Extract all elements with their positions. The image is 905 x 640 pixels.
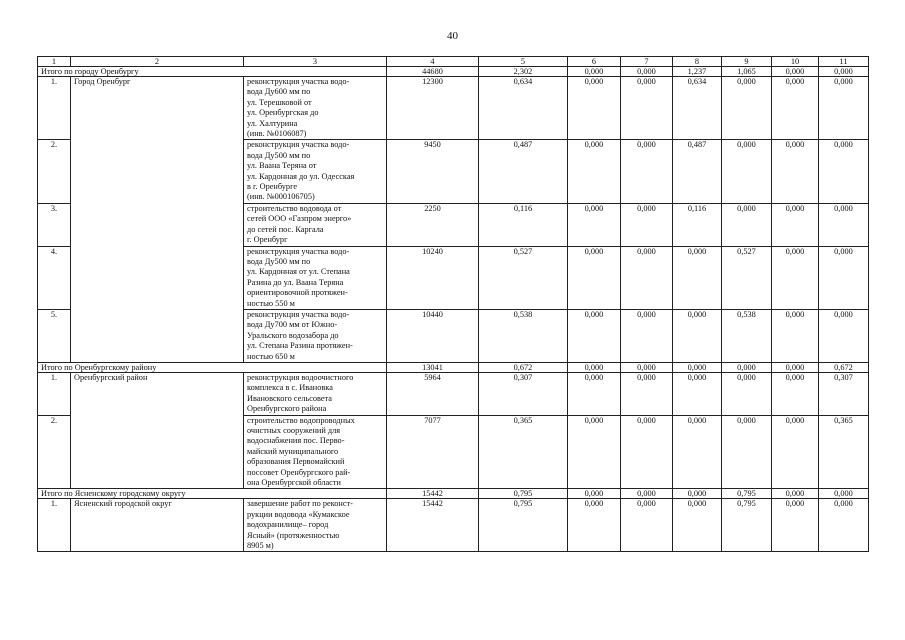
year-value: 0,000 xyxy=(772,372,819,415)
column-number: 3 xyxy=(244,57,387,67)
year-value: 0,672 xyxy=(819,362,869,372)
description-line: строительство водовода от xyxy=(247,203,342,213)
row-number: 2. xyxy=(38,140,71,203)
investment-table xyxy=(37,56,869,552)
cost-value: 13041 xyxy=(387,362,479,372)
description-line: ул. Халтурина xyxy=(247,118,298,128)
column-number: 2 xyxy=(71,57,244,67)
year-value: 0,000 xyxy=(568,499,621,552)
description-line: г. Оренбург xyxy=(247,235,288,245)
column-number-row xyxy=(38,57,869,67)
description-line: реконструкция участка водо- xyxy=(247,246,350,256)
column-number: 11 xyxy=(819,57,869,67)
cost-value: 2250 xyxy=(387,203,479,246)
year-value: 0,000 xyxy=(621,203,673,246)
year-value: 0,000 xyxy=(722,203,772,246)
description-line: Уральского водозабора до xyxy=(247,330,339,340)
year-value: 0,000 xyxy=(568,372,621,415)
description-line: вода Ду600 мм по xyxy=(247,87,311,97)
year-value: 0,000 xyxy=(772,77,819,140)
description-line: вода Ду500 мм по xyxy=(247,256,311,266)
cost-value: 9450 xyxy=(387,140,479,203)
share-value: 0,307 xyxy=(479,372,568,415)
year-value: 0,795 xyxy=(722,499,772,552)
description-line: вода Ду500 мм по xyxy=(247,150,311,160)
year-value: 0,000 xyxy=(819,309,869,362)
share-value: 0,672 xyxy=(479,362,568,372)
description-line: комплекса в с. Ивановка xyxy=(247,383,333,393)
share-value: 0,365 xyxy=(479,415,568,489)
description-line: Ясный» (протяженностью xyxy=(247,530,340,540)
description-line: майский муниципального xyxy=(247,446,339,456)
year-value: 0,000 xyxy=(621,372,673,415)
table-row xyxy=(38,499,869,552)
year-value: 0,000 xyxy=(621,77,673,140)
year-value: 0,000 xyxy=(621,67,673,77)
description-line: (инв. №0106087) xyxy=(247,129,307,139)
table-body xyxy=(38,57,869,552)
year-value: 0,000 xyxy=(621,415,673,489)
year-value: 0,000 xyxy=(772,362,819,372)
description-line: рукции водовода «Кумакское xyxy=(247,509,350,519)
description-line: водохранилище– город xyxy=(247,520,329,530)
cost-value: 12300 xyxy=(387,77,479,140)
description-line: очистных сооружений для xyxy=(247,426,341,435)
project-description xyxy=(244,203,387,246)
year-value: 0,000 xyxy=(621,309,673,362)
year-value: 0,000 xyxy=(673,246,722,309)
row-number: 2. xyxy=(38,415,71,489)
description-line: в г. Оренбурге xyxy=(247,182,298,192)
year-value: 0,000 xyxy=(673,372,722,415)
column-number: 8 xyxy=(673,57,722,67)
description-line: она Оренбургской области xyxy=(247,478,341,488)
share-value: 0,527 xyxy=(479,246,568,309)
share-value: 0,795 xyxy=(479,489,568,499)
description-line: ориентировочной протяжен- xyxy=(247,288,348,298)
year-value: 1,065 xyxy=(722,67,772,77)
project-description xyxy=(244,499,387,552)
project-description xyxy=(244,77,387,140)
share-value: 2,302 xyxy=(479,67,568,77)
total-label: Итого по Ясненскому городскому округу xyxy=(38,489,387,499)
description-line: сетей ООО «Газпром энерго» xyxy=(247,214,352,224)
description-line: реконструкция участка водо- xyxy=(247,309,350,319)
year-value: 0,000 xyxy=(568,67,621,77)
description-line: реконструкция водоочистного xyxy=(247,372,354,382)
description-line: (инв. №000106705) xyxy=(247,192,315,202)
year-value: 0,000 xyxy=(819,77,869,140)
year-value: 0,538 xyxy=(722,309,772,362)
row-number: 5. xyxy=(38,309,71,362)
year-value: 0,000 xyxy=(772,140,819,203)
year-value: 0,000 xyxy=(819,203,869,246)
year-value: 0,000 xyxy=(772,415,819,489)
year-value: 0,000 xyxy=(673,309,722,362)
year-value: 0,000 xyxy=(819,246,869,309)
year-value: 0,000 xyxy=(673,415,722,489)
table-row xyxy=(38,372,869,415)
year-value: 0,000 xyxy=(772,246,819,309)
row-number: 1. xyxy=(38,77,71,140)
year-value: 0,487 xyxy=(673,140,722,203)
share-value: 0,116 xyxy=(479,203,568,246)
share-value: 0,538 xyxy=(479,309,568,362)
description-line: поссовет Оренбургского рай- xyxy=(247,467,351,477)
description-line: ностью 650 м xyxy=(247,351,295,361)
table-row xyxy=(38,77,869,140)
project-description xyxy=(244,372,387,415)
description-line: ул. Степана Разина протяжен- xyxy=(247,341,353,351)
year-value: 0,000 xyxy=(568,415,621,489)
project-description xyxy=(244,140,387,203)
year-value: 0,527 xyxy=(722,246,772,309)
total-row xyxy=(38,362,869,372)
year-value: 0,000 xyxy=(722,140,772,203)
year-value: 0,634 xyxy=(673,77,722,140)
year-value: 0,365 xyxy=(819,415,869,489)
description-line: 8905 м) xyxy=(247,541,274,551)
project-description xyxy=(244,309,387,362)
column-number: 4 xyxy=(387,57,479,67)
description-line: вода Ду700 мм от Южно- xyxy=(247,320,338,330)
column-number: 6 xyxy=(568,57,621,67)
column-number: 10 xyxy=(772,57,819,67)
total-label: Итого по городу Оренбургу xyxy=(38,67,387,77)
year-value: 0,000 xyxy=(568,309,621,362)
share-value: 0,634 xyxy=(479,77,568,140)
year-value: 0,000 xyxy=(673,362,722,372)
project-description xyxy=(244,246,387,309)
description-line: завершение работ по реконст- xyxy=(247,499,353,509)
year-value: 0,000 xyxy=(722,77,772,140)
year-value: 0,307 xyxy=(819,372,869,415)
description-line: Ивановского сельсовета xyxy=(247,393,332,403)
year-value: 0,000 xyxy=(568,203,621,246)
year-value: 0,000 xyxy=(621,489,673,499)
year-value: 0,000 xyxy=(568,489,621,499)
description-line: реконструкция участка водо- xyxy=(247,77,350,86)
cost-value: 7077 xyxy=(387,415,479,489)
year-value: 0,000 xyxy=(568,77,621,140)
row-number: 1. xyxy=(38,372,71,415)
year-value: 0,000 xyxy=(621,246,673,309)
year-value: 0,000 xyxy=(568,140,621,203)
year-value: 0,000 xyxy=(722,362,772,372)
column-number: 1 xyxy=(38,57,71,67)
description-line: до сетей пос. Каргала xyxy=(247,224,324,234)
share-value: 0,795 xyxy=(479,499,568,552)
total-label: Итого по Оренбургскому району xyxy=(38,362,387,372)
year-value: 0,000 xyxy=(772,489,819,499)
year-value: 0,000 xyxy=(621,499,673,552)
cost-value: 15442 xyxy=(387,489,479,499)
column-number: 5 xyxy=(479,57,568,67)
year-value: 0,000 xyxy=(772,309,819,362)
year-value: 0,000 xyxy=(819,499,869,552)
description-line: реконструкция участка водо- xyxy=(247,140,350,150)
description-line: ул. Оренбургская до xyxy=(247,108,319,118)
year-value: 0,000 xyxy=(772,203,819,246)
year-value: 0,000 xyxy=(819,67,869,77)
description-line: ул. Ваана Теряна от xyxy=(247,161,317,171)
municipality-name: Ясненский городской округ xyxy=(71,499,244,552)
year-value: 0,795 xyxy=(722,489,772,499)
description-line: водоснабжения пос. Перво- xyxy=(247,436,345,446)
description-line: строительство водопроводных xyxy=(247,415,355,425)
year-value: 0,116 xyxy=(673,203,722,246)
column-number: 9 xyxy=(722,57,772,67)
year-value: 0,000 xyxy=(621,140,673,203)
project-description xyxy=(244,415,387,489)
year-value: 1,237 xyxy=(673,67,722,77)
year-value: 0,000 xyxy=(819,489,869,499)
year-value: 0,000 xyxy=(772,67,819,77)
description-line: ул. Кардонная до ул. Одесская xyxy=(247,171,355,181)
year-value: 0,000 xyxy=(568,362,621,372)
row-number: 1. xyxy=(38,499,71,552)
page-number: 40 xyxy=(447,30,458,42)
total-row xyxy=(38,67,869,77)
year-value: 0,000 xyxy=(722,372,772,415)
description-line: Разина до ул. Ваана Теряна xyxy=(247,277,344,287)
row-number: 3. xyxy=(38,203,71,246)
cost-value: 10240 xyxy=(387,246,479,309)
year-value: 0,000 xyxy=(722,415,772,489)
cost-value: 15442 xyxy=(387,499,479,552)
description-line: Оренбургского района xyxy=(247,404,327,414)
cost-value: 44680 xyxy=(387,67,479,77)
year-value: 0,000 xyxy=(673,499,722,552)
row-number: 4. xyxy=(38,246,71,309)
municipality-name: Оренбургский район xyxy=(71,372,244,488)
municipality-name: Город Оренбург xyxy=(71,77,244,363)
total-row xyxy=(38,489,869,499)
year-value: 0,000 xyxy=(772,499,819,552)
description-line: образования Первомайский xyxy=(247,457,345,467)
description-line: ул. Кардонная от ул. Степана xyxy=(247,267,350,277)
share-value: 0,487 xyxy=(479,140,568,203)
description-line: ностью 550 м xyxy=(247,298,295,308)
description-line: ул. Терешковой от xyxy=(247,97,312,107)
cost-value: 10440 xyxy=(387,309,479,362)
column-number: 7 xyxy=(621,57,673,67)
year-value: 0,000 xyxy=(621,362,673,372)
year-value: 0,000 xyxy=(819,140,869,203)
year-value: 0,000 xyxy=(673,489,722,499)
cost-value: 5964 xyxy=(387,372,479,415)
year-value: 0,000 xyxy=(568,246,621,309)
